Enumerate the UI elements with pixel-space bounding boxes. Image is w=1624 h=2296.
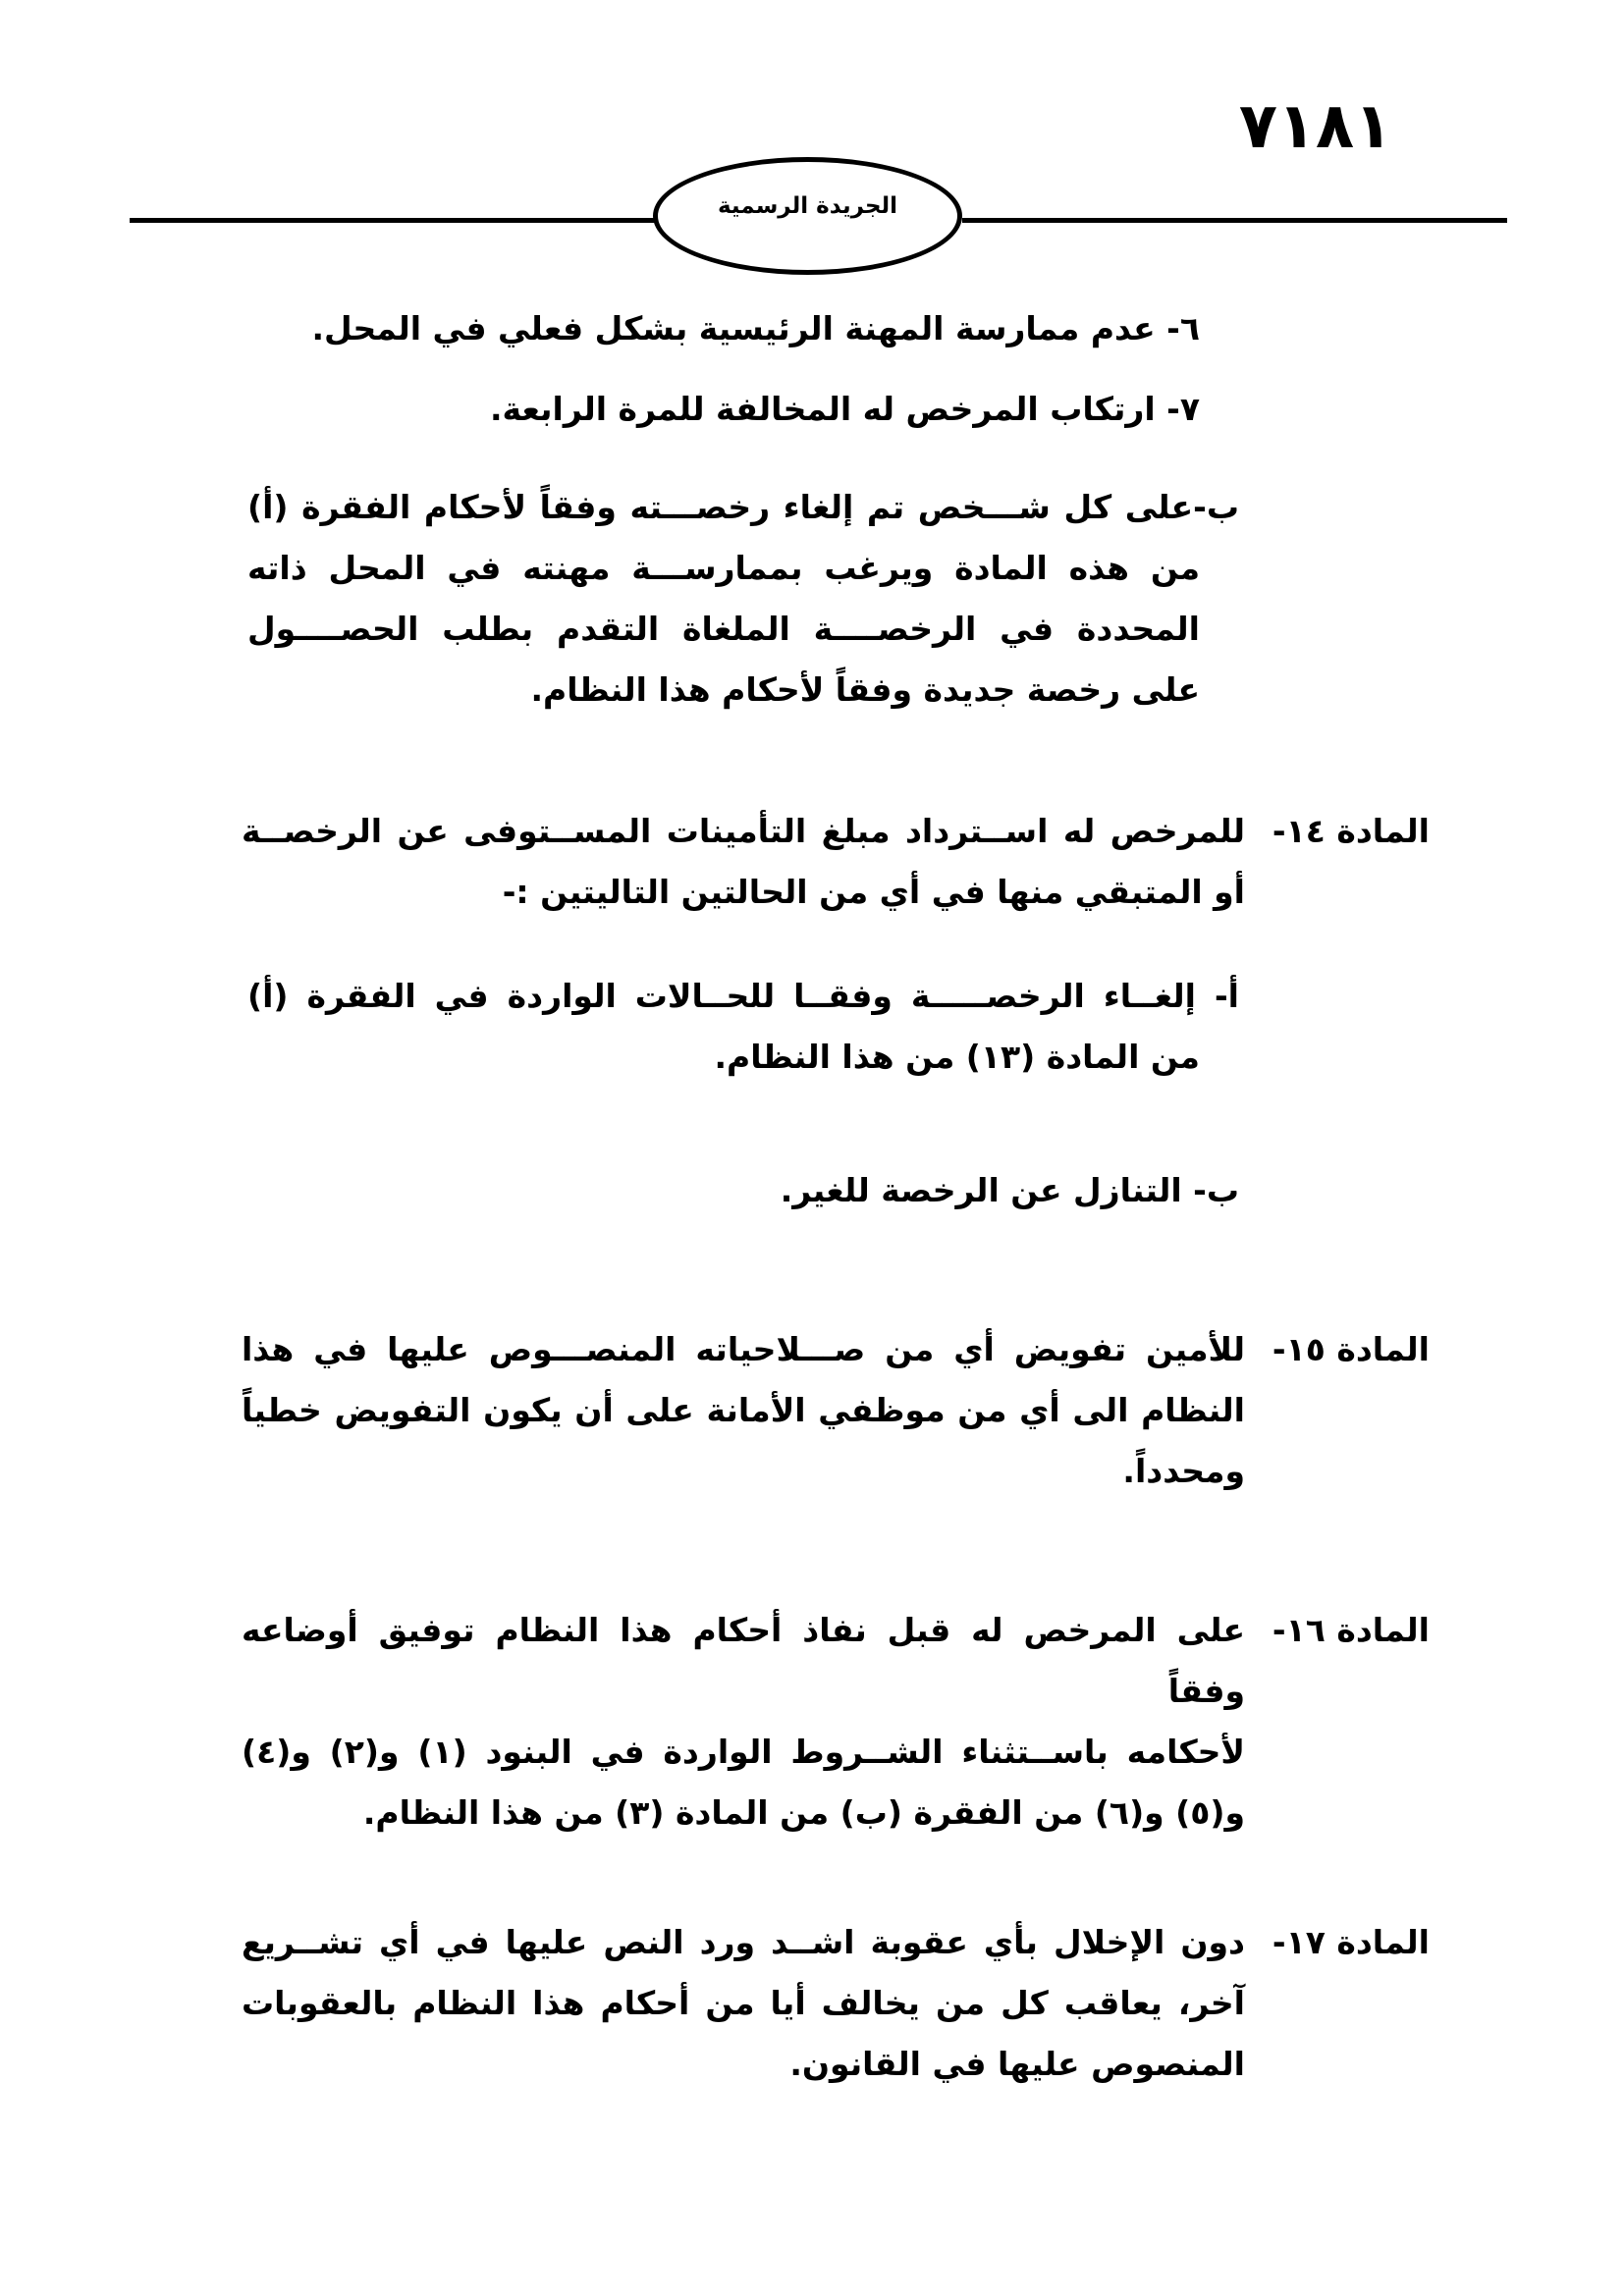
clause-line: من المادة (١٣) من هذا النظام. (714, 1038, 1200, 1076)
clause-line: أ- إلغــاء الرخصـــــة وفقــا للحــالات الواردة في الفقرة (أ) (247, 977, 1239, 1015)
article-label: المادة ١٥- (1272, 1330, 1430, 1368)
article-line: للأمين تفويض أي من صـــلاحياته المنصـــوص عليها في هذا (242, 1330, 1245, 1368)
article-label: المادة ١٤- (1272, 812, 1430, 850)
gazette-title: الجريدة الرسمية (717, 193, 898, 219)
article-line: على المرخص له قبل نفاذ أحكام هذا النظام توفيق أوضاعه وفقاً (242, 1611, 1245, 1710)
article-15 (242, 1319, 1430, 1502)
item-6: ٦- عدم ممارسة المهنة الرئيسية بشكل فعلي في المحل. (311, 309, 1200, 347)
article-16 (242, 1600, 1430, 1843)
header-rule-right (962, 218, 1507, 223)
article-line: ومحدداً. (1122, 1452, 1245, 1490)
article-line: أو المتبقي منها في أي من الحالتين التاليتين :- (502, 873, 1245, 911)
article-line: النظام الى أي من موظفي الأمانة على أن يكون التفويض خطياً (242, 1391, 1245, 1429)
article-line: دون الإخلال بأي عقوبة اشــد ورد النص عليها في أي تشــريع (242, 1923, 1245, 1961)
header-rule-left (130, 218, 660, 223)
article-line: للمرخص له اســترداد مبلغ التأمينات المســتوفى عن الرخصــة (242, 812, 1245, 850)
article-line: آخر، يعاقب كل من يخالف أيا من أحكام هذا النظام بالعقوبات (242, 1984, 1245, 2022)
article-13-paragraph-b (247, 477, 1239, 721)
article-14 (242, 801, 1430, 923)
paragraph-line: ب-على كل شـــخص تم إلغاء رخصـــته وفقاً لأحكام الفقرة (أ) (247, 488, 1239, 526)
article-label: المادة ١٧- (1272, 1923, 1430, 1961)
article-label: المادة ١٦- (1272, 1611, 1430, 1649)
paragraph-line: المحددة في الرخصــــة الملغاة التقدم بطلب الحصــــول (247, 610, 1200, 648)
item-7: ٧- ارتكاب المرخص له المخالفة للمرة الرابعة. (489, 390, 1200, 428)
article-line: لأحكامه باســتثناء الشــروط الواردة في البنود (١) و(٢) و(٤) (242, 1733, 1246, 1771)
article-line: المنصوص عليها في القانون. (789, 2045, 1245, 2083)
paragraph-line: على رخصة جديدة وفقاً لأحكام هذا النظام. (530, 670, 1200, 709)
page-number: ٧١٨١ (1238, 90, 1393, 163)
article-line: و(٥) و(٦) من الفقرة (ب) من المادة (٣) من هذا النظام. (362, 1793, 1245, 1832)
article-14-clause-b: ب- التنازل عن الرخصة للغير. (780, 1171, 1239, 1209)
article-17 (242, 1912, 1430, 2095)
paragraph-line: من هذه المادة ويرغب بممارســـة مهنته في المحل ذاته (247, 549, 1200, 587)
gazette-title-oval (653, 157, 962, 275)
article-14-clause-a (247, 966, 1239, 1088)
